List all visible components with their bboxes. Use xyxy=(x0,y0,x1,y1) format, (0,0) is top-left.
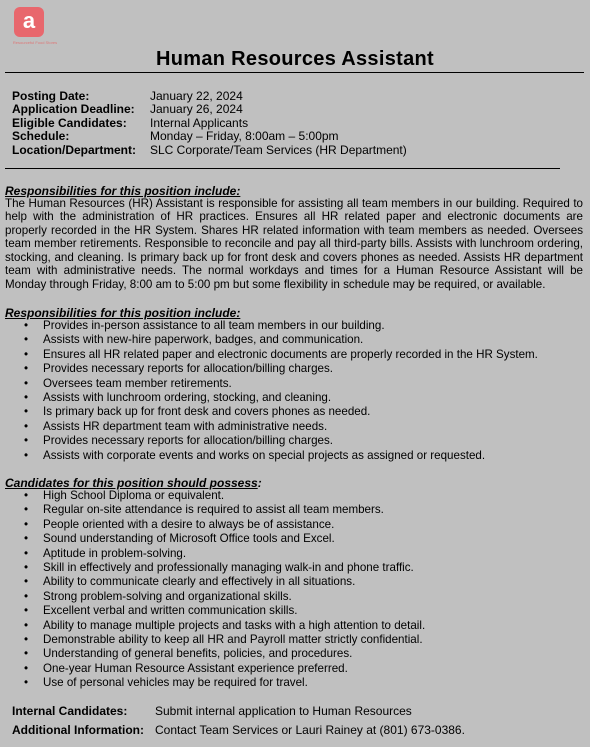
list-item: • Aptitude in problem-solving. xyxy=(24,546,187,560)
list-item: • Provides in-person assistance to all team members in our building. xyxy=(24,319,385,332)
list-item: • Regular on-site attendance is required to assist all team members. xyxy=(24,503,384,517)
bullet-icon: • xyxy=(24,347,29,361)
meta-value: SLC Corporate/Team Services (HR Department) xyxy=(150,142,407,157)
section-heading-qualifications: Candidates for this position should possess: xyxy=(5,476,262,490)
bullet-icon: • xyxy=(24,618,29,632)
bullet-icon: • xyxy=(24,546,29,560)
list-item: • Ability to manage multiple projects and tasks with a high attention to detail. xyxy=(24,618,426,632)
list-item: • Understanding of general benefits, policies, and procedures. xyxy=(24,647,353,661)
footer-value: Contact Team Services or Lauri Rainey at (801) 673-0386. xyxy=(155,723,465,737)
list-item: • Assists with corporate events and works on special projects as assigned or requested. xyxy=(24,448,486,462)
section-heading-description: Responsibilities for this position include: xyxy=(5,184,241,198)
bullet-icon: • xyxy=(24,362,29,376)
list-item: • Skill in effectively and professionally managing walk-in and phone traffic. xyxy=(24,560,414,574)
page-title: Human Resources Assistant xyxy=(156,48,434,70)
meta-label: Application Deadline: xyxy=(12,102,135,117)
bullet-icon: • xyxy=(24,419,29,433)
bullet-icon: • xyxy=(24,676,29,690)
list-item: • Use of personal vehicles may be required for travel. xyxy=(24,676,308,690)
footer-label: Internal Candidates: xyxy=(12,704,128,718)
bullet-icon: • xyxy=(24,333,29,347)
meta-label: Location/Department: xyxy=(12,142,137,157)
details-divider xyxy=(5,168,560,169)
footer-additional-info xyxy=(12,723,465,737)
list-item: • Assists with lunchroom ordering, stocking, and cleaning. xyxy=(24,390,332,404)
bullet-icon: • xyxy=(24,390,29,404)
bullet-icon: • xyxy=(24,517,29,531)
footer-value: Submit internal application to Human Resources xyxy=(155,704,412,718)
list-item: • Ability to communicate clearly and effectively in all situations. xyxy=(24,575,356,589)
meta-value: January 26, 2024 xyxy=(150,102,243,117)
bullet-icon: • xyxy=(24,376,29,390)
section-heading-responsibilities: Responsibilities for this position include: xyxy=(5,306,241,320)
list-item: • Provides necessary reports for allocation/billing charges. xyxy=(24,434,333,448)
meta-value: January 22, 2024 xyxy=(150,89,243,103)
meta-label: Eligible Candidates: xyxy=(12,115,127,130)
bullet-icon: • xyxy=(24,319,29,332)
job-description: The Human Resources (HR) Assistant is responsible for assisting all team members in our building. Required to help with the administration of HR practices. Ensures all HR related paper and electronic documents are properly recorded in the HR System. Shares HR related information with team members as needed. Oversees team member retirements. Responsible to reconcile and pay all third-party bills. Assists with lunchroom ordering, stocking, and cleaning. Is primary back up for front desk and covers phones as needed. Assists HR department team with administrative needs. The normal workdays and times for a Human Resource Assistant will be Monday through Friday, 8:00 am to 5:00 pm but some flexibility in schedule may be required, or available. xyxy=(5,197,583,291)
list-item: • Oversees team member retirements. xyxy=(24,376,232,390)
bullet-icon: • xyxy=(24,489,29,502)
bullet-icon: • xyxy=(24,647,29,661)
company-logo xyxy=(11,7,57,47)
logo-badge-icon xyxy=(14,7,44,37)
bullet-icon: • xyxy=(24,503,29,517)
list-item: • People oriented with a desire to always be of assistance. xyxy=(24,517,335,531)
bullet-icon: • xyxy=(24,632,29,646)
meta-row-deadline xyxy=(12,103,407,116)
title-divider xyxy=(5,72,584,73)
meta-row-posting-date xyxy=(12,90,407,103)
bullet-icon: • xyxy=(24,434,29,448)
bullet-icon: • xyxy=(24,405,29,419)
meta-value: Monday – Friday, 8:00am – 5:00pm xyxy=(150,129,339,144)
meta-row-eligible xyxy=(12,117,407,130)
logo-text: Resourceful Food Stores xyxy=(12,40,58,45)
footer-label: Additional Information: xyxy=(12,723,144,737)
list-item: • Is primary back up for front desk and covers phones as needed. xyxy=(24,405,371,419)
list-item: • Demonstrable ability to keep all HR and Payroll matter strictly confidential. xyxy=(24,632,423,646)
bullet-icon: • xyxy=(24,560,29,574)
bullet-icon: • xyxy=(24,661,29,675)
logo-glyph: a xyxy=(22,8,36,33)
list-item: • Strong problem-solving and organizational skills. xyxy=(24,589,292,603)
meta-label: Posting Date: xyxy=(12,89,90,103)
meta-row-location xyxy=(12,144,407,157)
list-item: • Sound understanding of Microsoft Office tools and Excel. xyxy=(24,532,335,546)
list-item: • Provides necessary reports for allocation/billing charges. xyxy=(24,362,333,376)
bullet-icon: • xyxy=(24,575,29,589)
meta-row-schedule xyxy=(12,130,407,143)
footer-internal-candidates xyxy=(12,704,412,718)
list-item: • Ensures all HR related paper and electronic documents are properly recorded in the HR System. xyxy=(24,347,538,361)
bullet-icon: • xyxy=(24,532,29,546)
list-item: • One-year Human Resource Assistant experience preferred. xyxy=(24,661,348,675)
bullet-icon: • xyxy=(24,448,29,462)
meta-label: Schedule: xyxy=(12,129,70,144)
qualifications-list xyxy=(24,489,425,690)
responsibilities-list xyxy=(24,319,538,463)
list-item: • Assists HR department team with administrative needs. xyxy=(24,419,328,433)
bullet-icon: • xyxy=(24,604,29,618)
list-item: • High School Diploma or equivalent. xyxy=(24,489,225,502)
list-item: • Excellent verbal and written communication skills. xyxy=(24,604,298,618)
list-item: • Assists with new-hire paperwork, badges, and communication. xyxy=(24,333,364,347)
bullet-icon: • xyxy=(24,589,29,603)
meta-value: Internal Applicants xyxy=(150,115,249,130)
posting-details xyxy=(12,90,407,157)
